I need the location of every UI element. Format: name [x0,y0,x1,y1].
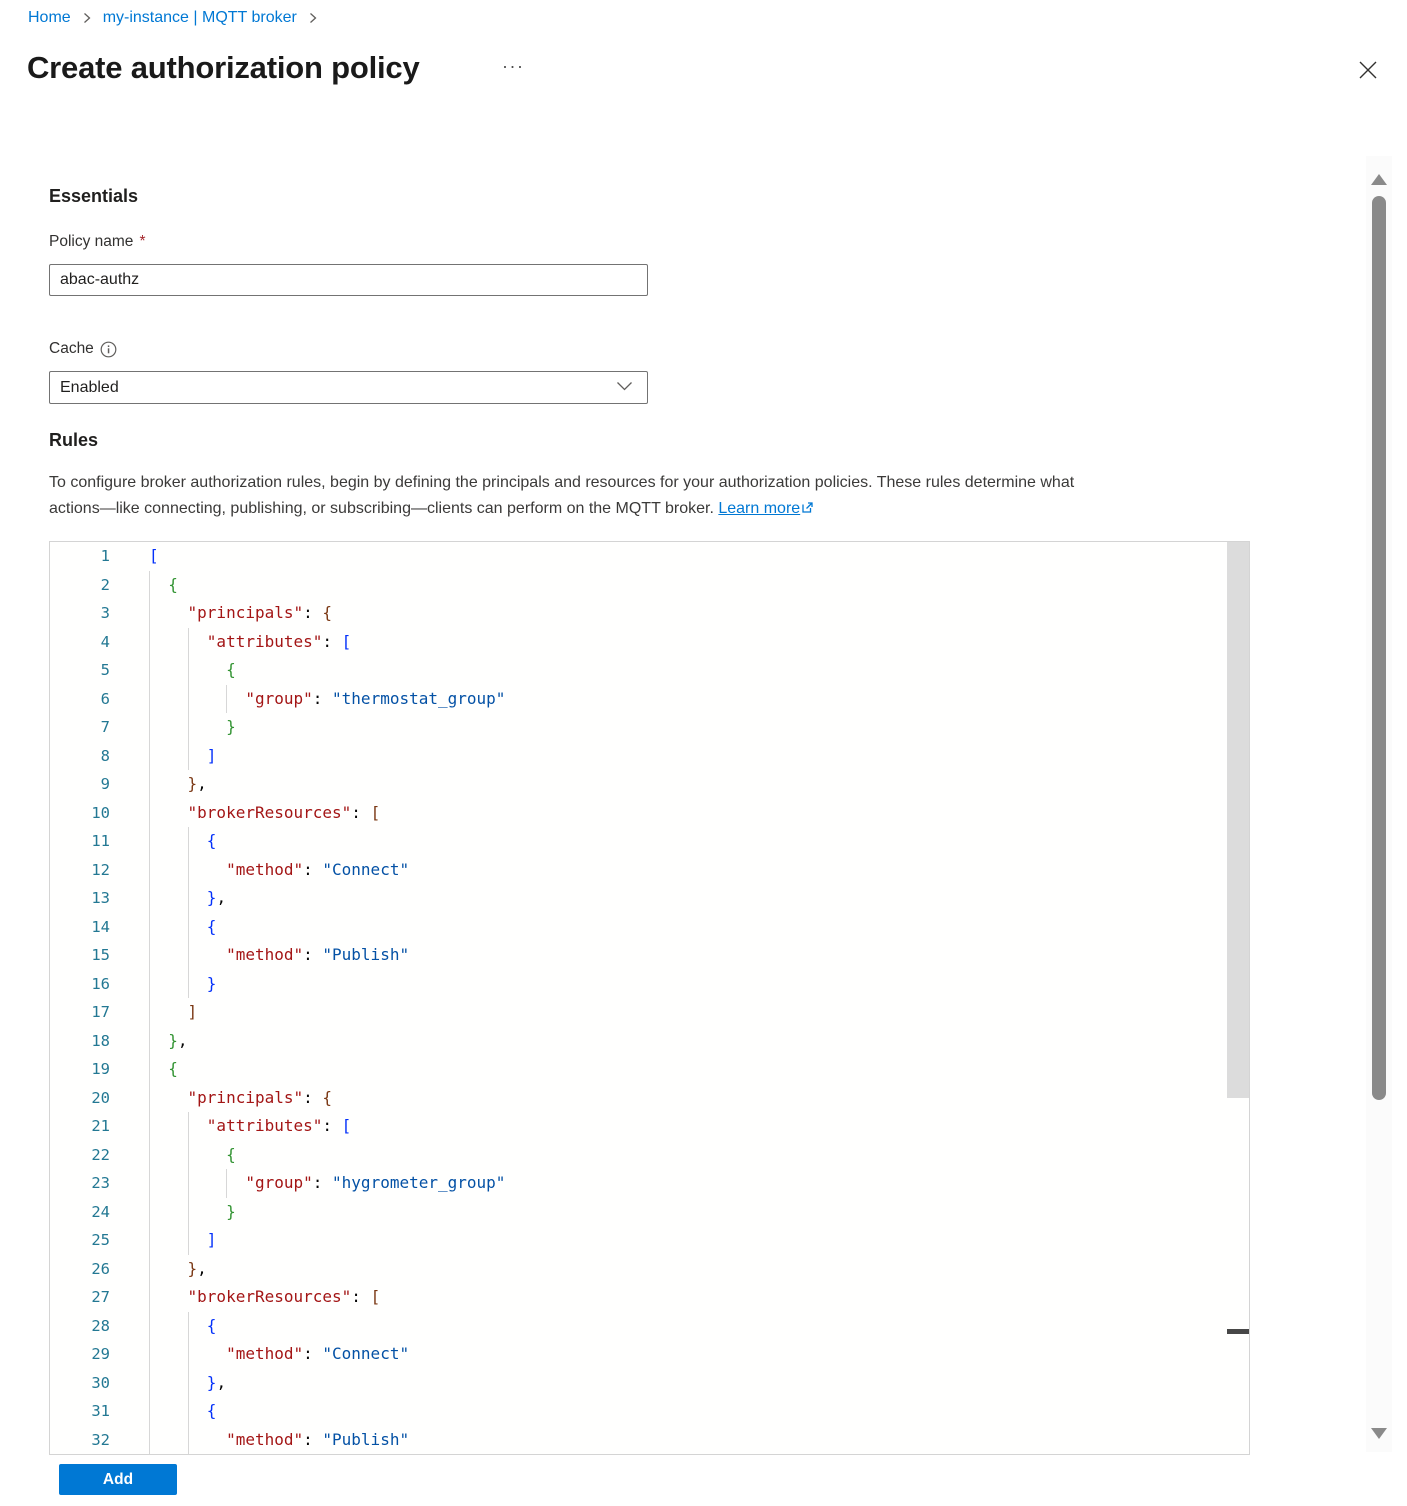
indent-guide [149,970,150,999]
indent-guide [149,799,150,828]
code-line: 8 ] [50,742,1249,771]
line-number: 29 [91,1345,110,1363]
code-line: 27 "brokerResources": [ [50,1283,1249,1312]
line-number: 31 [91,1402,110,1420]
page-title: Create authorization policy [27,50,420,85]
code-line: 18 }, [50,1027,1249,1056]
indent-guide [149,1340,150,1369]
info-icon[interactable] [100,341,117,358]
learn-more-link[interactable]: Learn more [718,500,814,517]
code-line: 6 "group": "thermostat_group" [50,685,1249,714]
line-number: 32 [91,1430,110,1449]
indent-guide [149,1426,150,1455]
indent-guide [149,1397,150,1426]
add-button[interactable]: Add [59,1464,177,1495]
line-number: 30 [91,1373,110,1392]
line-number: 25 [91,1231,110,1249]
editor-vertical-scrollbar[interactable] [1227,542,1249,1098]
code-line: 3 "principals": { [50,599,1249,628]
indent-guide [149,685,150,714]
policy-name-input[interactable] [49,264,648,296]
line-number: 16 [91,974,110,993]
line-number: 22 [91,1145,110,1164]
indent-guide [149,770,150,799]
code-line: 17 ] [50,998,1249,1027]
cache-label: Cache [49,340,117,358]
code-line: 21 "attributes": [ [50,1112,1249,1141]
line-number: 24 [91,1202,110,1221]
indent-guide [226,685,227,714]
indent-guide [149,1198,150,1227]
line-number: 4 [100,632,110,651]
line-number: 6 [100,689,110,708]
indent-guide [226,1169,227,1198]
code-line: 5 { [50,656,1249,685]
line-number: 21 [91,1117,110,1135]
indent-guide [149,571,150,600]
indent-guide [149,1112,150,1141]
rules-heading: Rules [49,430,99,450]
code-line: 12 "method": "Connect" [50,856,1249,885]
indent-guide [188,713,189,742]
indent-guide [188,884,189,913]
code-line: 26 }, [50,1255,1249,1284]
line-number: 1 [100,547,110,565]
code-line: 1 [ [50,542,1249,571]
code-line: 30 }, [50,1369,1249,1398]
code-lines [50,542,1249,1454]
breadcrumb-link-instance[interactable]: my-instance | MQTT broker [102,9,297,26]
cache-select-value: Enabled [60,378,119,396]
code-line: 29 "method": "Connect" [50,1340,1249,1369]
indent-guide [149,1255,150,1284]
indent-guide [188,1369,189,1398]
indent-guide [149,884,150,913]
code-line: 15 "method": "Publish" [50,941,1249,970]
indent-guide [188,1169,189,1198]
chevron-down-icon [616,379,633,397]
line-number: 15 [91,946,110,964]
line-number: 28 [91,1316,110,1335]
code-line: 32 "method": "Publish" [50,1426,1249,1455]
code-line: 10 "brokerResources": [ [50,799,1249,828]
required-marker: * [139,233,146,250]
editor-overview-ruler-marker [1227,1329,1249,1334]
code-line: 14 { [50,913,1249,942]
indent-guide [188,827,189,856]
indent-guide [149,941,150,970]
line-number: 26 [91,1259,110,1278]
code-line: 23 "group": "hygrometer_group" [50,1169,1249,1198]
rules-code-editor[interactable] [49,541,1250,1455]
indent-guide [149,913,150,942]
indent-guide [188,1112,189,1141]
line-number: 8 [100,746,110,765]
indent-guide [188,656,189,685]
indent-guide [149,1027,150,1056]
code-line: 25 ] [50,1226,1249,1255]
line-number: 23 [91,1174,110,1192]
indent-guide [188,1426,189,1455]
code-line: 4 "attributes": [ [50,628,1249,657]
cache-select[interactable] [49,371,648,404]
code-line: 7 } [50,713,1249,742]
line-number: 18 [91,1031,110,1050]
indent-guide [188,970,189,999]
line-number: 10 [91,803,110,822]
indent-guide [149,713,150,742]
indent-guide [149,1169,150,1198]
external-link-icon [801,501,814,518]
code-line: 20 "principals": { [50,1084,1249,1113]
line-number: 13 [91,889,110,907]
code-line: 28 { [50,1312,1249,1341]
indent-guide [149,656,150,685]
indent-guide [188,1312,189,1341]
indent-guide [188,628,189,657]
line-number: 14 [91,917,110,936]
indent-guide [149,1226,150,1255]
line-number: 7 [100,718,110,736]
rules-description: To configure broker authorization rules, begin by defining the principals and resources for your authorization policies. These rules determine what actions—like connecting, publishing, or subscribing—clients can perform on the MQTT broker. Learn more [49,474,1075,517]
code-line: 11 { [50,827,1249,856]
line-number: 20 [91,1088,110,1107]
more-options-button[interactable]: ··· [502,56,525,76]
indent-guide [149,628,150,657]
line-number: 19 [91,1060,110,1078]
line-number: 3 [100,604,110,622]
line-number: 27 [91,1288,110,1306]
indent-guide [149,1312,150,1341]
indent-guide [149,1141,150,1170]
scroll-down-arrow-icon[interactable] [1371,1428,1387,1439]
indent-guide [149,1084,150,1113]
indent-guide [188,1340,189,1369]
code-line: 31 { [50,1397,1249,1426]
indent-guide [188,1397,189,1426]
code-line: 2 { [50,571,1249,600]
code-line: 19 { [50,1055,1249,1084]
page-scrollbar-thumb[interactable] [1372,196,1386,1100]
code-line: 13 }, [50,884,1249,913]
scroll-up-arrow-icon[interactable] [1371,174,1387,185]
indent-guide [188,1198,189,1227]
indent-guide [188,685,189,714]
line-number: 17 [91,1003,110,1021]
code-line: 16 } [50,970,1249,999]
indent-guide [188,856,189,885]
code-line: 9 }, [50,770,1249,799]
indent-guide [188,941,189,970]
chevron-right-icon [81,11,93,25]
close-icon [1356,58,1380,87]
code-line: 22 { [50,1141,1249,1170]
breadcrumb-link-home[interactable]: Home [28,9,71,26]
indent-guide [188,913,189,942]
line-number: 2 [100,575,110,594]
indent-guide [149,1369,150,1398]
indent-guide [149,827,150,856]
policy-name-label: Policy name * [49,233,146,250]
indent-guide [149,742,150,771]
page-scrollbar[interactable] [1366,156,1392,1452]
indent-guide [149,998,150,1027]
code-line: 24 } [50,1198,1249,1227]
essentials-heading: Essentials [49,186,139,206]
indent-guide [188,742,189,771]
indent-guide [149,1283,150,1312]
indent-guide [188,1141,189,1170]
line-number: 5 [100,661,110,679]
indent-guide [149,1055,150,1084]
breadcrumb [28,9,319,27]
indent-guide [188,1226,189,1255]
line-number: 11 [91,832,110,850]
indent-guide [149,599,150,628]
line-number: 9 [100,775,110,793]
line-number: 12 [91,860,110,879]
chevron-right-icon [307,11,319,25]
indent-guide [149,856,150,885]
close-button[interactable] [1350,54,1386,90]
